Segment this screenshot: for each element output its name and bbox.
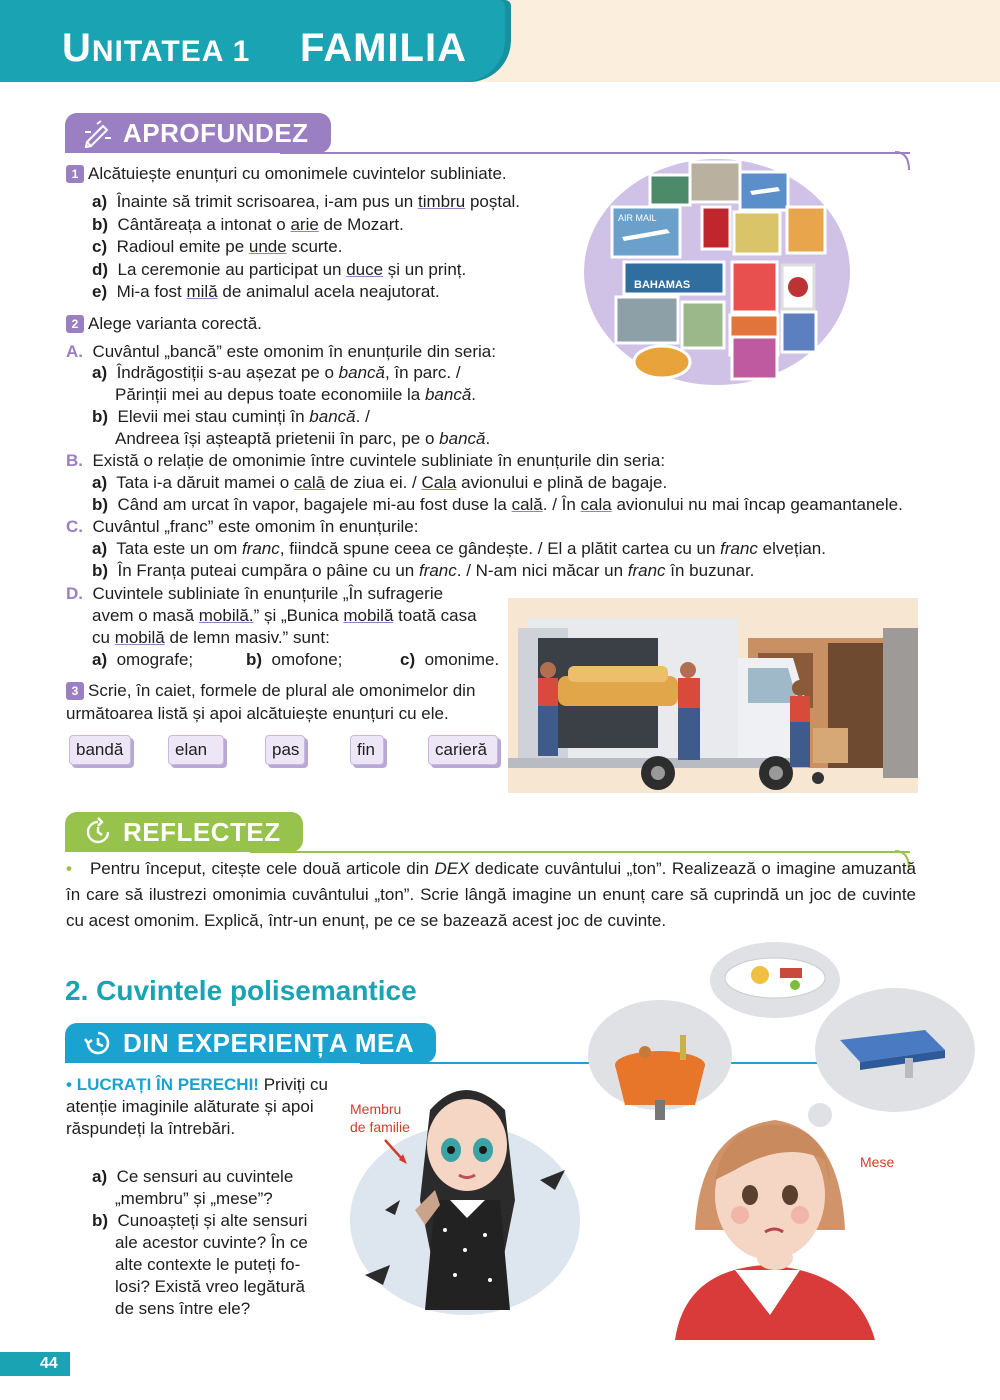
section-rule	[250, 851, 910, 853]
word-box: elan	[168, 735, 224, 765]
option-b: b) omofone;	[246, 650, 343, 669]
moving-truck-illustration	[508, 598, 918, 793]
section-title: DIN EXPERIENȚA MEA	[123, 1027, 415, 1058]
refresh-clock-icon	[83, 817, 113, 847]
question-b-line: losi? Există vreo legătură	[115, 1277, 305, 1296]
list-item: b) Elevii mei stau cuminți în bancă. /	[92, 407, 370, 426]
rule-curl	[895, 150, 915, 172]
question-A: A. Cuvântul „bancă” este omonim în enunțurile din seria:	[66, 342, 496, 361]
list-item: Părinții mei au depus toate economiile la bancă.	[115, 385, 477, 404]
list-item: Andreea își așteaptă prietenii în parc, pe o bancă.	[115, 429, 491, 448]
section-2-title: 2. Cuvintele polisemantice	[65, 975, 417, 1006]
word-box: carieră	[428, 735, 498, 765]
question-b-line: alte contexte le puteți fo-	[115, 1255, 301, 1274]
option-c: c) omonime.	[400, 650, 500, 669]
caption-mese: Mese	[860, 1154, 895, 1170]
caption-membru: Membru de familie	[350, 1101, 410, 1135]
section-title: REFLECTEZ	[123, 816, 281, 847]
din-intro: atenție imaginile alăturate și apoi	[66, 1097, 314, 1116]
unit-title: FAMILIA	[300, 26, 467, 70]
section-badge-din-experienta	[65, 1023, 436, 1063]
question-D-line: avem o masă mobilă.” și „Bunica mobilă toată casa	[92, 606, 477, 625]
svg-text:AIR MAIL: AIR MAIL	[618, 213, 657, 223]
page-number: 44	[0, 1352, 70, 1376]
question-b-line: de sens între ele?	[115, 1299, 251, 1318]
bullet-icon: •	[66, 859, 72, 878]
question-D: D. Cuvintele subliniate în enunțurile „În sufragerie	[66, 584, 444, 603]
question-a: a) Ce sensuri au cuvintele	[92, 1167, 294, 1186]
question-D-line: cu mobilă de lemn masiv.” sunt:	[92, 628, 330, 647]
word-box: fin	[350, 735, 384, 765]
exercise-3-prompt-line: următoarea listă și apoi alcătuiește enunțuri cu ele.	[66, 704, 449, 723]
section-badge-reflectez	[65, 812, 303, 852]
list-item: b) Când am urcat în vapor, bagajele mi-au fost duse la cală. / În cala avionului nu mai încap geamantanele.	[92, 495, 903, 514]
option-a: a) omografe;	[92, 650, 194, 669]
list-item: a) Tata i-a dăruit mamei o calā de ziua ei. / Cala avionului e plină de bagaje.	[92, 473, 668, 492]
unit-label: UNITATEA 1	[62, 26, 251, 70]
din-intro: • LUCRAȚI ÎN PERECHI! Priviți cu	[66, 1075, 328, 1094]
question-b-line: ale acestor cuvinte? În ce	[115, 1233, 308, 1252]
exercise-number: 1	[66, 165, 84, 183]
section-badge-aprofundez	[65, 113, 331, 153]
exercise-3-prompt: 3 Scrie, în caiet, formele de plural ale omonimelor din	[66, 680, 475, 703]
list-item: b) În Franța puteai cumpăra o pâine cu un franc. / N-am nici măcar un franc în buzunar.	[92, 561, 755, 580]
thinking-woman-illustration	[585, 940, 985, 1340]
question-b: b) Cunoașteți și alte sensuri	[92, 1211, 308, 1230]
exercise-number: 3	[66, 682, 84, 700]
question-B: B. Există o relație de omonimie între cuvintele subliniate în enunțurile din seria:	[66, 451, 666, 470]
list-item: b) Cântăreața a intonat o arie de Mozart.	[92, 215, 404, 234]
word-box: bandă	[69, 735, 131, 765]
din-intro: răspundeți la întrebări.	[66, 1119, 236, 1138]
exercise-number: 2	[66, 315, 84, 333]
list-item: e) Mi-a fost milă de animalul acela neajutorat.	[92, 282, 440, 301]
stamps-illustration	[582, 157, 852, 387]
reflectez-paragraph: • Pentru început, citește cele două articole din DEX dedicate cuvântului „ton”. Realizează o imagine amuzantă în care să ilustrezi omonimia cuvântului „ton”. Scrie lângă imagine un enunț care să cuprindă un joc de cuvinte cu acest omonim. Explică, într-un enunț, pe ce se bazează acest joc de cuvinte.	[66, 859, 916, 930]
word-box: pas	[265, 735, 305, 765]
history-clock-icon	[83, 1028, 113, 1058]
list-item: a) Îndrăgostiții s-au așezat pe o bancă, în parc. /	[92, 363, 461, 382]
list-item: d) La ceremonie au participat un duce și un prinț.	[92, 260, 467, 279]
question-C: C. Cuvântul „franc” este omonim în enunțurile:	[66, 517, 419, 536]
svg-text:BAHAMAS: BAHAMAS	[634, 279, 691, 291]
pencil-hand-icon	[83, 118, 113, 148]
list-item: c) Radioul emite pe unde scurte.	[92, 237, 343, 256]
exercise-2-prompt: 2 Alege varianta corectă.	[66, 313, 262, 336]
question-a-line: „membru” și „mese”?	[115, 1189, 273, 1208]
section-title: APROFUNDEZ	[123, 117, 309, 148]
list-item: a) Înainte să trimit scrisoarea, i-am pus un timbru poștal.	[92, 192, 521, 211]
list-item: a) Tata este un om franc, fiindcă spune ceea ce gândește. / El a plătit cartea cu un franc elvețian.	[92, 539, 826, 558]
section-rule	[280, 152, 910, 154]
exercise-1-prompt: 1 Alcătuiește enunțuri cu omonimele cuvintelor subliniate.	[66, 163, 507, 186]
